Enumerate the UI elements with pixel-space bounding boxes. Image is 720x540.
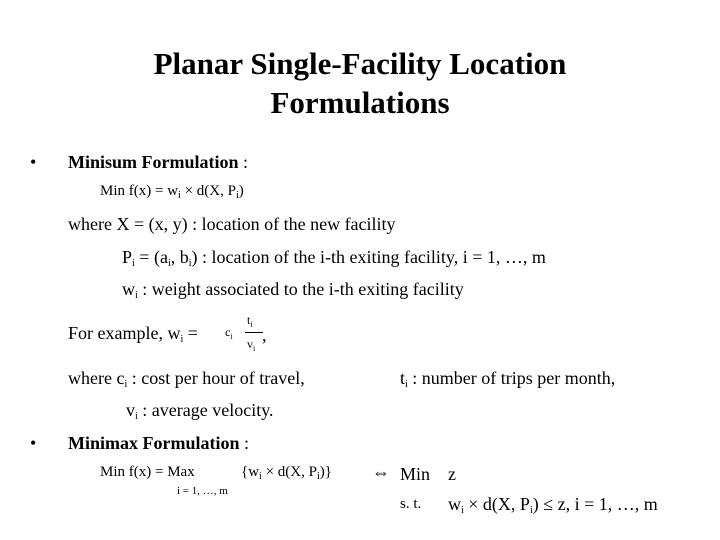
- where-c-prefix: where c: [68, 368, 125, 388]
- fraction-coefficient: [225, 325, 233, 340]
- minimax-set: [241, 464, 332, 481]
- where-c-end: : cost per hour of travel,: [127, 368, 305, 388]
- fraction-comma: ,: [262, 325, 267, 345]
- w-prefix: w: [122, 279, 135, 299]
- p-mid: = (a: [134, 247, 168, 267]
- set-sub: i: [259, 471, 262, 482]
- v-sub: i: [135, 411, 138, 422]
- frac-num-sub: i: [250, 320, 253, 329]
- minimax-heading: [68, 433, 249, 454]
- v-end: : average velocity.: [137, 400, 274, 420]
- frac-num: t: [247, 313, 251, 327]
- constraint-prefix: w: [448, 494, 461, 514]
- minisum-formula-mid: × d(X, P: [180, 183, 236, 199]
- example-prefix: For example, w: [68, 323, 181, 343]
- frac-coef-sub: i: [230, 332, 233, 341]
- minisum-formula-prefix: Min f(x) = w: [100, 183, 179, 199]
- slide-title-line2: Formulations: [270, 85, 450, 120]
- p-end: ) : location of the i-th exiting facility, i = 1, …, m: [191, 247, 546, 267]
- minimax-range: i = 1, …, m: [177, 485, 228, 497]
- minimax-heading-text: Minimax Formulation: [68, 433, 240, 453]
- p-sub2: i: [167, 258, 171, 269]
- w-sub: i: [135, 290, 138, 301]
- p-mid2: , b: [170, 247, 189, 267]
- frac-den-sub: i: [253, 344, 256, 353]
- minimax-heading-suffix: :: [239, 433, 250, 453]
- set-sub2: i: [316, 471, 320, 482]
- minisum-heading-suffix: :: [238, 152, 249, 172]
- minimax-formula-left: Min f(x) = Max: [100, 464, 195, 480]
- min-label: Min: [400, 464, 431, 484]
- minimax-constraint: [448, 494, 658, 515]
- example-eq: =: [183, 323, 198, 343]
- p-definition-line: [122, 247, 546, 268]
- set-end: )}: [319, 464, 332, 480]
- frac-coef: c: [225, 325, 231, 339]
- constraint-mid: × d(X, P: [463, 494, 530, 514]
- min-variable: z: [448, 464, 456, 484]
- frac-den: v: [247, 337, 253, 351]
- p-prefix: P: [122, 247, 133, 267]
- set-open: {w: [241, 464, 260, 480]
- where-x-line: where X = (x, y) : location of the new facility: [68, 214, 396, 234]
- minisum-heading: [68, 152, 248, 173]
- fraction-denominator: [247, 337, 255, 352]
- minisum-formula-sub: i: [178, 190, 181, 201]
- where-c-sub: i: [124, 379, 128, 390]
- bullet-minimax: •: [30, 433, 37, 453]
- example-sub: i: [180, 334, 184, 345]
- bullet-minisum: •: [30, 152, 37, 172]
- p-sub3: i: [188, 258, 192, 269]
- v-definition-line: [126, 400, 274, 421]
- fraction-bar: [245, 332, 263, 333]
- example-line: [68, 323, 198, 344]
- minisum-heading-text: Minisum Formulation: [68, 152, 239, 172]
- p-sub: i: [132, 258, 135, 269]
- t-prefix: t: [400, 368, 406, 388]
- minisum-formula: [100, 183, 244, 200]
- fraction-numerator: [247, 313, 253, 328]
- t-definition: [400, 368, 615, 389]
- equivalence-arrow: ⇔: [372, 462, 390, 482]
- slide-title-line1: Planar Single-Facility Location: [153, 46, 567, 81]
- constraint-sub2: i: [529, 505, 533, 516]
- minisum-formula-end: ): [238, 183, 244, 199]
- w-definition-line: [122, 279, 464, 300]
- w-end: : weight associated to the i-th exiting facility: [137, 279, 464, 299]
- subject-to-label: s. t.: [400, 496, 422, 512]
- t-end: : number of trips per month,: [407, 368, 616, 388]
- constraint-end: ) ≤ z, i = 1, …, m: [532, 494, 658, 514]
- v-prefix: v: [126, 400, 135, 420]
- minisum-formula-sub2: i: [235, 190, 239, 201]
- constraint-sub: i: [461, 505, 464, 516]
- set-mid: × d(X, P: [261, 464, 317, 480]
- t-sub: i: [405, 379, 408, 390]
- where-c-line: [68, 368, 305, 389]
